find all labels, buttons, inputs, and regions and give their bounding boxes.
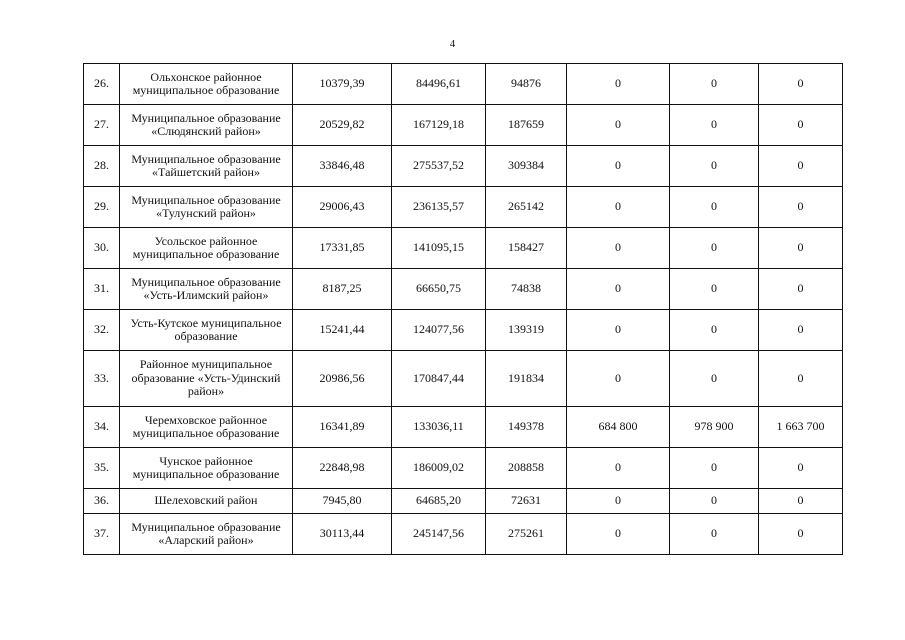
row-number: 29. — [84, 187, 120, 228]
value-cell: 15241,44 — [293, 310, 392, 351]
value-cell: 22848,98 — [293, 448, 392, 489]
value-cell: 17331,85 — [293, 228, 392, 269]
row-number: 32. — [84, 310, 120, 351]
value-cell: 0 — [670, 228, 759, 269]
table-row — [84, 105, 843, 146]
value-cell: 0 — [567, 269, 670, 310]
value-cell: 30113,44 — [293, 514, 392, 555]
value-cell: 0 — [670, 351, 759, 407]
municipality-name: Муниципальное образование «Тайшетский район» — [120, 146, 293, 187]
row-number: 36. — [84, 489, 120, 514]
municipality-name: Черемховское районное муниципальное образование — [120, 407, 293, 448]
value-cell: 0 — [670, 64, 759, 105]
value-cell: 245147,56 — [392, 514, 486, 555]
value-cell: 84496,61 — [392, 64, 486, 105]
value-cell: 170847,44 — [392, 351, 486, 407]
value-cell: 133036,11 — [392, 407, 486, 448]
row-number: 30. — [84, 228, 120, 269]
page-number: 4 — [449, 38, 456, 50]
value-cell: 275261 — [486, 514, 567, 555]
table-row — [84, 187, 843, 228]
value-cell: 33846,48 — [293, 146, 392, 187]
table-row — [84, 269, 843, 310]
value-cell: 64685,20 — [392, 489, 486, 514]
municipality-name: Шелеховский район — [120, 489, 293, 514]
value-cell: 0 — [670, 448, 759, 489]
table-row — [84, 351, 843, 407]
value-cell: 0 — [759, 489, 843, 514]
value-cell: 0 — [567, 105, 670, 146]
value-cell: 186009,02 — [392, 448, 486, 489]
municipality-name: Муниципальное образование «Усть-Илимский район» — [120, 269, 293, 310]
table-row — [84, 407, 843, 448]
value-cell: 0 — [759, 514, 843, 555]
value-cell: 0 — [759, 269, 843, 310]
row-number: 33. — [84, 351, 120, 407]
value-cell: 10379,39 — [293, 64, 392, 105]
value-cell: 265142 — [486, 187, 567, 228]
value-cell: 309384 — [486, 146, 567, 187]
value-cell: 0 — [670, 489, 759, 514]
value-cell: 141095,15 — [392, 228, 486, 269]
value-cell: 0 — [567, 310, 670, 351]
value-cell: 0 — [567, 146, 670, 187]
municipality-name: Усольское районное муниципальное образование — [120, 228, 293, 269]
value-cell: 0 — [567, 187, 670, 228]
value-cell: 0 — [670, 187, 759, 228]
value-cell: 0 — [670, 146, 759, 187]
value-cell: 16341,89 — [293, 407, 392, 448]
row-number: 26. — [84, 64, 120, 105]
budget-table — [83, 63, 843, 555]
municipality-name: Муниципальное образование «Тулунский район» — [120, 187, 293, 228]
row-number: 35. — [84, 448, 120, 489]
value-cell: 0 — [670, 310, 759, 351]
value-cell: 149378 — [486, 407, 567, 448]
table-row — [84, 489, 843, 514]
value-cell: 158427 — [486, 228, 567, 269]
value-cell: 8187,25 — [293, 269, 392, 310]
value-cell: 0 — [759, 105, 843, 146]
value-cell: 0 — [759, 64, 843, 105]
value-cell: 20529,82 — [293, 105, 392, 146]
value-cell: 124077,56 — [392, 310, 486, 351]
table-row — [84, 228, 843, 269]
value-cell: 187659 — [486, 105, 567, 146]
value-cell: 208858 — [486, 448, 567, 489]
value-cell: 0 — [670, 269, 759, 310]
value-cell: 0 — [567, 351, 670, 407]
value-cell: 139319 — [486, 310, 567, 351]
value-cell: 0 — [567, 514, 670, 555]
value-cell: 0 — [759, 228, 843, 269]
value-cell: 191834 — [486, 351, 567, 407]
table-row — [84, 64, 843, 105]
municipality-name: Муниципальное образование «Аларский район» — [120, 514, 293, 555]
value-cell: 0 — [670, 105, 759, 146]
municipality-name: Усть-Кутское муниципальное образование — [120, 310, 293, 351]
value-cell: 66650,75 — [392, 269, 486, 310]
value-cell: 1 663 700 — [759, 407, 843, 448]
value-cell: 0 — [567, 448, 670, 489]
row-number: 27. — [84, 105, 120, 146]
value-cell: 0 — [759, 146, 843, 187]
value-cell: 236135,57 — [392, 187, 486, 228]
value-cell: 0 — [567, 64, 670, 105]
value-cell: 0 — [567, 228, 670, 269]
value-cell: 0 — [567, 489, 670, 514]
value-cell: 7945,80 — [293, 489, 392, 514]
value-cell: 0 — [759, 310, 843, 351]
row-number: 37. — [84, 514, 120, 555]
value-cell: 0 — [759, 448, 843, 489]
table-row — [84, 310, 843, 351]
table-row — [84, 146, 843, 187]
value-cell: 29006,43 — [293, 187, 392, 228]
municipality-name: Ольхонское районное муниципальное образование — [120, 64, 293, 105]
value-cell: 0 — [670, 514, 759, 555]
row-number: 28. — [84, 146, 120, 187]
value-cell: 20986,56 — [293, 351, 392, 407]
table-row — [84, 514, 843, 555]
municipality-name: Районное муниципальное образование «Усть-Удинский район» — [120, 351, 293, 407]
value-cell: 74838 — [486, 269, 567, 310]
value-cell: 978 900 — [670, 407, 759, 448]
value-cell: 684 800 — [567, 407, 670, 448]
value-cell: 72631 — [486, 489, 567, 514]
value-cell: 0 — [759, 187, 843, 228]
value-cell: 167129,18 — [392, 105, 486, 146]
municipality-name: Чунское районное муниципальное образование — [120, 448, 293, 489]
row-number: 31. — [84, 269, 120, 310]
value-cell: 94876 — [486, 64, 567, 105]
value-cell: 275537,52 — [392, 146, 486, 187]
table-row — [84, 448, 843, 489]
municipality-name: Муниципальное образование «Слюдянский район» — [120, 105, 293, 146]
value-cell: 0 — [759, 351, 843, 407]
row-number: 34. — [84, 407, 120, 448]
